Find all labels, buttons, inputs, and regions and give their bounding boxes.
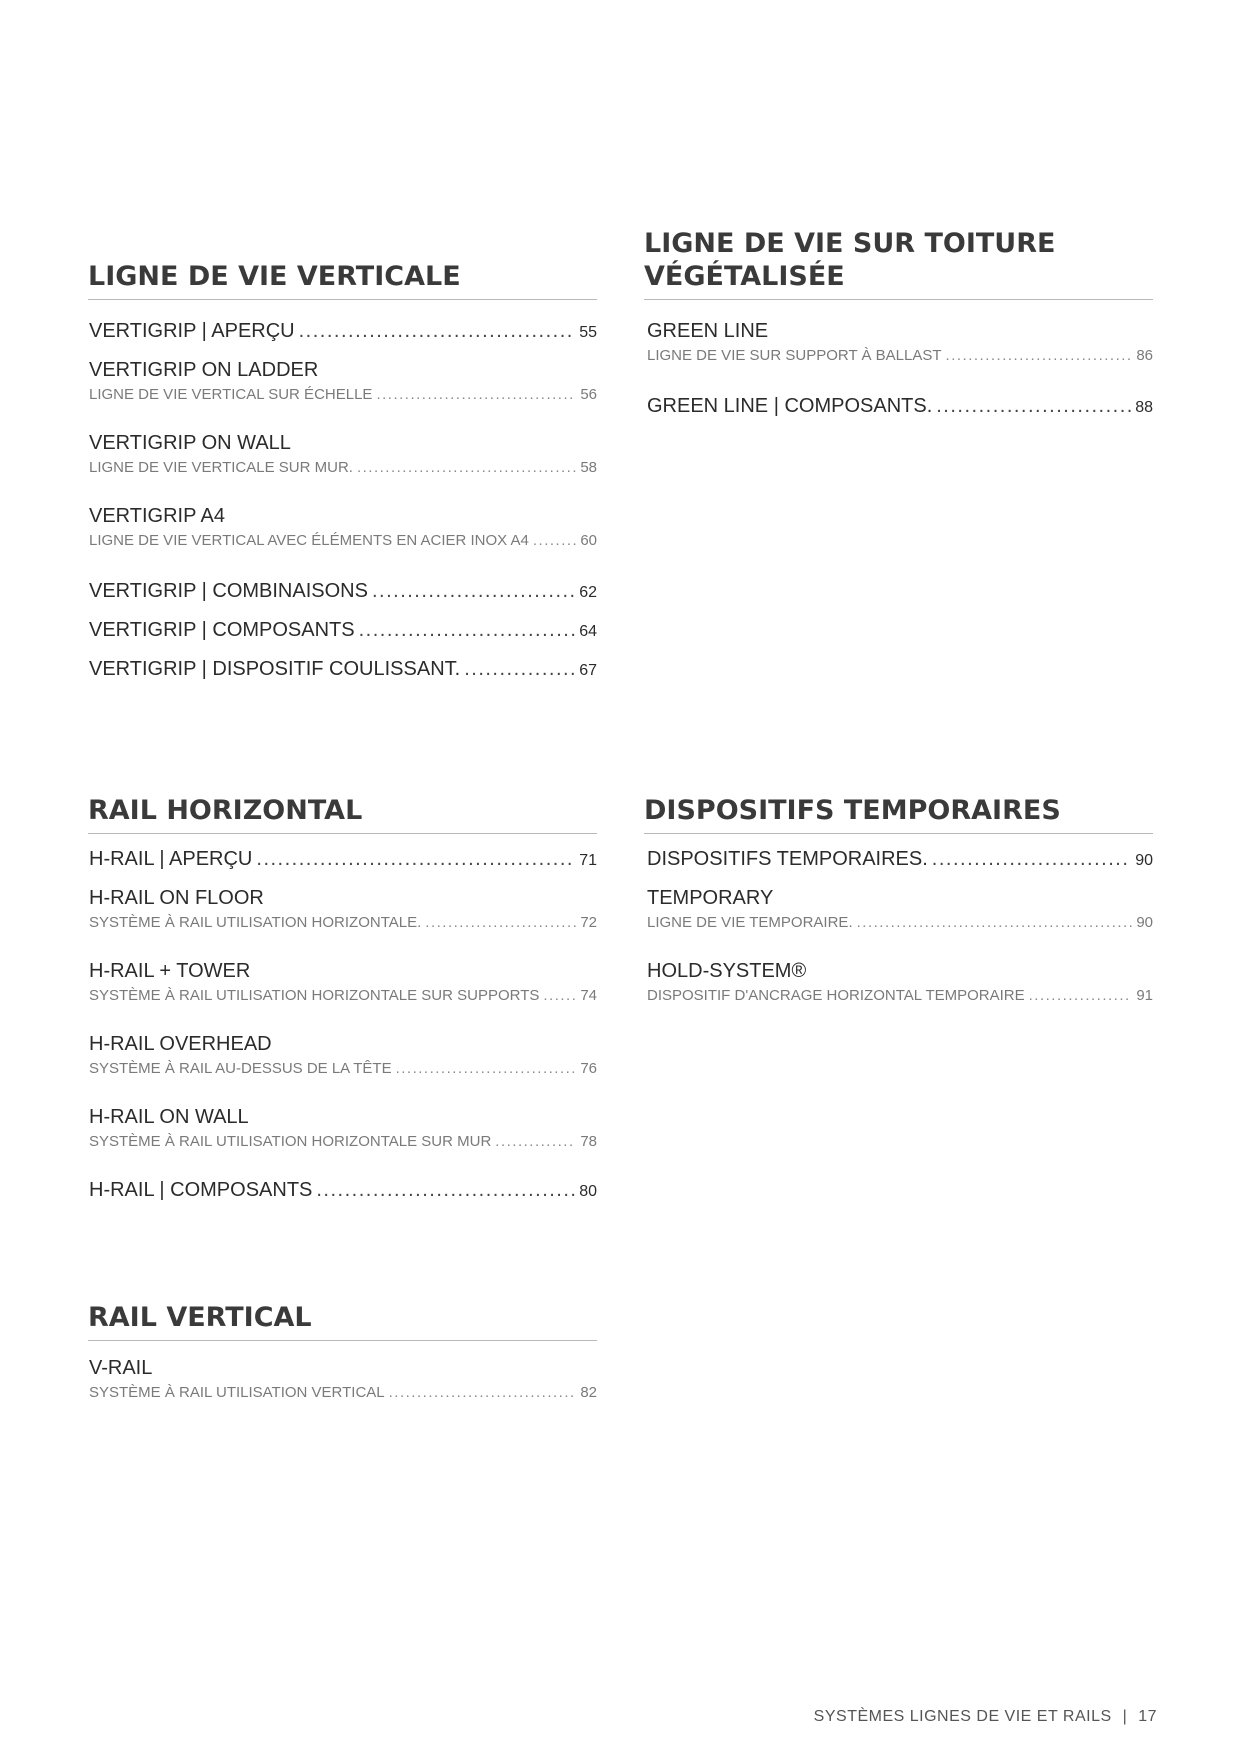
toc-entry-sub[interactable]: LIGNE DE VIE VERTICAL SUR ÉCHELLE ..... 56 [89,386,597,408]
section-title: LIGNE DE VIE SUR TOITURE VÉGÉTALISÉE [644,220,1153,300]
toc-entry-temporary[interactable]: TEMPORARY [647,887,774,909]
toc-entry-sub[interactable]: SYSTÈME À RAIL AU-DESSUS DE LA TÊTE ..... 76 [89,1060,597,1082]
section-title: RAIL VERTICAL [88,1297,597,1341]
toc-entry-green-line[interactable]: GREEN LINE [647,320,769,342]
toc-entry-hold-system[interactable]: HOLD-SYSTEM® [647,960,807,982]
section-ligne-de-vie-toiture-vegetalisee [644,220,1153,422]
toc-entry-sub[interactable]: DISPOSITIF D'ANCRAGE HORIZONTAL TEMPORAIRE ..... 91 [647,987,1153,1009]
toc-entry-sub[interactable]: SYSTÈME À RAIL UTILISATION HORIZONTALE. ..... 72 [89,914,597,936]
toc-entry-h-rail-apercu[interactable]: H-RAIL | APERÇU ..... 71 [89,848,597,875]
toc-entry-vertigrip-on-wall[interactable]: VERTIGRIP ON WALL [89,432,291,454]
toc-entry-sub[interactable]: SYSTÈME À RAIL UTILISATION HORIZONTALE SUR SUPPORTS ..... 74 [89,987,597,1009]
toc-entry-vertigrip-dispositif-coulissant[interactable]: VERTIGRIP | DISPOSITIF COULISSANT. ..... 67 [89,658,597,685]
toc-entry-v-rail[interactable]: V-RAIL [89,1357,153,1379]
toc-entry-sub[interactable]: SYSTÈME À RAIL UTILISATION VERTICAL ..... 82 [89,1384,597,1406]
toc-entry-vertigrip-composants[interactable]: VERTIGRIP | COMPOSANTS ..... 64 [89,619,597,646]
page-footer [814,1708,1157,1726]
toc-entry-sub[interactable]: SYSTÈME À RAIL UTILISATION HORIZONTALE SUR MUR ..... 78 [89,1133,597,1155]
toc-entry-dispositifs-temporaires[interactable]: DISPOSITIFS TEMPORAIRES. ..... 90 [647,848,1153,875]
toc-entry-sub[interactable]: LIGNE DE VIE TEMPORAIRE. ..... 90 [647,914,1153,936]
toc-entry-vertigrip-a4[interactable]: VERTIGRIP A4 [89,505,225,527]
toc-entry-h-rail-overhead[interactable]: H-RAIL OVERHEAD [89,1033,272,1055]
section-title: LIGNE DE VIE VERTICALE [88,253,597,300]
section-title: DISPOSITIFS TEMPORAIRES [644,790,1153,834]
section-dispositifs-temporaires [644,790,1153,1009]
section-rail-vertical [88,1297,597,1406]
toc-entry-h-rail-on-floor[interactable]: H-RAIL ON FLOOR [89,887,264,909]
footer-page-number: 17 [1138,1708,1157,1725]
toc-entry-vertigrip-on-ladder[interactable]: VERTIGRIP ON LADDER [89,359,319,381]
section-title: RAIL HORIZONTAL [88,790,597,834]
toc-entry-sub[interactable]: LIGNE DE VIE SUR SUPPORT À BALLAST ..... 86 [647,347,1153,369]
toc-entry-h-rail-on-wall[interactable]: H-RAIL ON WALL [89,1106,249,1128]
toc-entry-h-rail-tower[interactable]: H-RAIL + TOWER [89,960,251,982]
toc-entry-green-line-composants[interactable]: GREEN LINE | COMPOSANTS. ..... 88 [647,395,1153,422]
footer-label: SYSTÈMES LIGNES DE VIE ET RAILS [813,1708,1112,1725]
section-rail-horizontal [88,790,597,1206]
footer-separator: | [1122,1708,1128,1725]
toc-entry-vertigrip-combinaisons[interactable]: VERTIGRIP | COMBINAISONS ..... 62 [89,580,597,607]
toc-entry-sub[interactable]: LIGNE DE VIE VERTICALE SUR MUR. ..... 58 [89,459,597,481]
toc-entry-sub[interactable]: LIGNE DE VIE VERTICAL AVEC ÉLÉMENTS EN ACIER INOX A4 ..... 60 [89,532,597,554]
section-ligne-de-vie-verticale [88,253,597,685]
toc-entry-vertigrip-apercu[interactable]: VERTIGRIP | APERÇU ..... 55 [89,320,597,347]
toc-entry-h-rail-composants[interactable]: H-RAIL | COMPOSANTS ..... 80 [89,1179,597,1206]
